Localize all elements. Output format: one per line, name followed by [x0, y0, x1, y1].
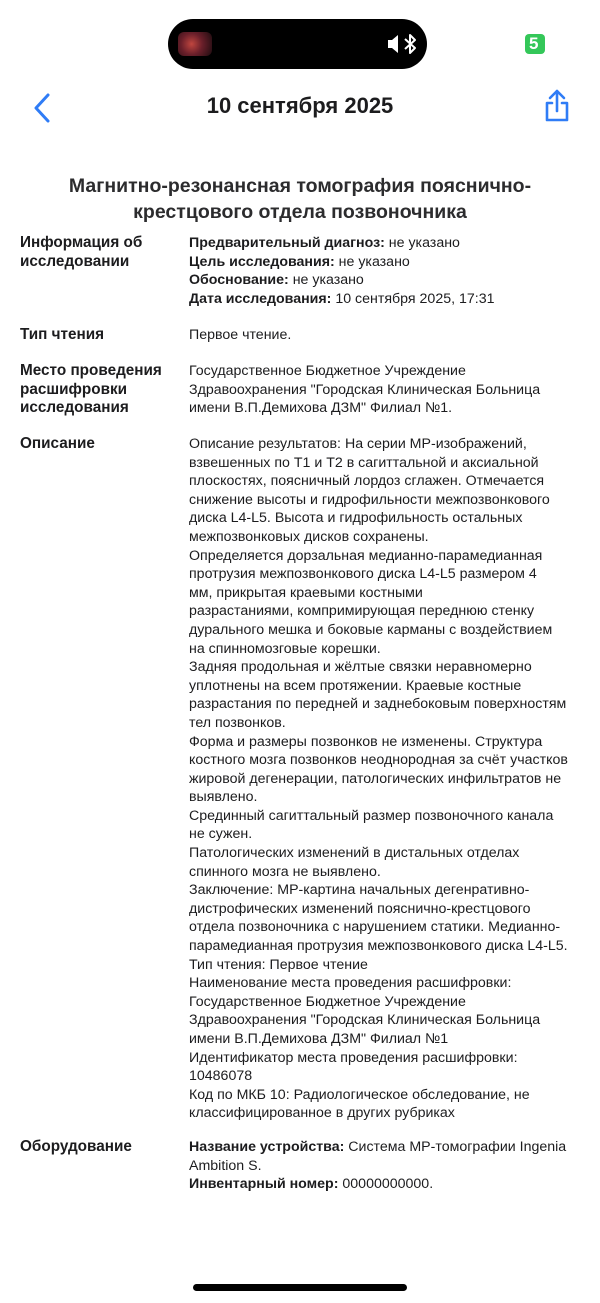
description-line: Здравоохранения "Городская Клиническая Больница: [189, 1012, 541, 1029]
description-line: диска L4-L5. Высота и гидрофильность остальных: [189, 510, 523, 527]
description-line: жировой дегенерации, патологических инфильтратов не: [189, 770, 562, 787]
location-label: Место проведения расшифровки исследования: [20, 362, 162, 417]
description-line: Патологических изменений в дистальных отделах: [189, 845, 520, 862]
now-playing-artwork: [178, 32, 212, 56]
share-button[interactable]: [540, 86, 574, 126]
study-rationale: Обоснование: не указано: [189, 272, 364, 289]
description-line: снижение высоты и гидрофильности межпозвонкового: [189, 491, 550, 508]
description-line: разрастаниями, компримирующая переднюю стенку: [189, 603, 535, 620]
bluetooth-icon: [398, 31, 424, 57]
description-line: дурального мешка и боковые карманы с воздействием: [189, 621, 553, 638]
reading-type-label: Тип чтения: [20, 326, 105, 343]
description-text: [189, 435, 581, 1123]
location-value: Государственное Бюджетное Учреждение Здравоохранения "Городская Клиническая Больница имени В.П.Демихова ДЗМ" Филиал №1.: [189, 363, 541, 417]
description-line: Описание результатов: На серии МР-изображений,: [189, 436, 527, 452]
description-line: Наименование места проведения расшифровки:: [189, 975, 512, 992]
report-title: Магнитно-резонансная томография пояснично-крестцового отдела позвоночника: [68, 175, 532, 223]
inventory-number: Инвентарный номер: 00000000000.: [189, 1176, 434, 1193]
description-line: Задняя продольная и жёлтые связки неравномерно: [189, 659, 532, 676]
description-line: Заключение: МР-картина начальных дегенративно-: [189, 882, 530, 899]
description-line: Срединный сагиттальный размер позвоночного канала: [189, 807, 554, 824]
description-line: отдела позвоночника с нарушением статики. Медианно-: [189, 919, 561, 936]
description-line: выявлено.: [189, 789, 258, 806]
description-line: Государственное Бюджетное Учреждение: [189, 993, 466, 1010]
chevron-left-icon: [28, 90, 58, 126]
info-label: Информация об исследовании: [20, 234, 143, 270]
device-name-cont: Ambition S.: [189, 1157, 262, 1174]
description-line: взвешенных по Т1 и Т2 в сагиттальной и аксиальной: [189, 454, 539, 471]
reading-type-value: Первое чтение.: [189, 327, 292, 343]
description-line: дистрофических изменений пояснично-крестцового: [189, 900, 531, 917]
app-badge: 5: [525, 34, 545, 54]
description-line: Определяется дорзальная медианно-парамедианная: [189, 547, 543, 564]
description-line: Код по МКБ 10: Радиологическое обследование, не: [189, 1086, 530, 1103]
study-purpose: Цель исследования: не указано: [189, 253, 410, 270]
equipment-label: Оборудование: [20, 1138, 132, 1155]
dynamic-island[interactable]: [168, 19, 427, 69]
description-label: Описание: [20, 435, 95, 452]
description-line: тел позвонков.: [189, 714, 286, 731]
share-icon: [540, 86, 574, 126]
description-line: классифицированное в других рубриках: [189, 1105, 455, 1122]
description-line: уплотнены на всем протяжении. Краевые костные: [189, 677, 522, 694]
description-line: мм, прикрытая краевыми костными: [189, 584, 423, 601]
description-line: Идентификатор места проведения расшифровки:: [189, 1049, 518, 1066]
info-values: [189, 234, 581, 308]
description-line: парамедианная протрузия межпозвонкового диска L4-L5.: [189, 938, 568, 955]
description-line: Тип чтения: Первое чтение: [189, 956, 368, 973]
device-name: Название устройства: Система МР-томографии Ingenia: [189, 1139, 567, 1155]
study-date: Дата исследования: 10 сентября 2025, 17:31: [189, 290, 495, 307]
description-line: имени В.П.Демихова ДЗМ" Филиал №1: [189, 1031, 449, 1047]
preliminary-diagnosis: Предварительный диагноз: не указано: [189, 235, 460, 251]
description-line: 10486078: [189, 1068, 253, 1085]
description-line: на спинномозговые корешки.: [189, 640, 381, 657]
description-line: костного мозга позвонков неоднородная за счёт участков: [189, 752, 568, 769]
nav-title: 10 сентября 2025: [206, 93, 394, 118]
home-indicator[interactable]: [193, 1284, 407, 1291]
description-line: спинного мозга не выявлено.: [189, 863, 381, 880]
description-line: не сужен.: [189, 826, 253, 843]
back-button[interactable]: [28, 90, 58, 126]
description-line: разрастания по передней и заднебоковым поверхностям: [189, 696, 567, 713]
description-line: Форма и размеры позвонков не изменены. Структура: [189, 733, 543, 750]
description-line: протрузия межпозвонкового диска L4-L5 размером 4: [189, 566, 537, 583]
description-line: плоскостях, поясничный лордоз сглажен. Отмечается: [189, 473, 545, 490]
description-line: межпозвонковых дисков сохранены.: [189, 528, 429, 545]
equipment-values: [189, 1138, 581, 1194]
